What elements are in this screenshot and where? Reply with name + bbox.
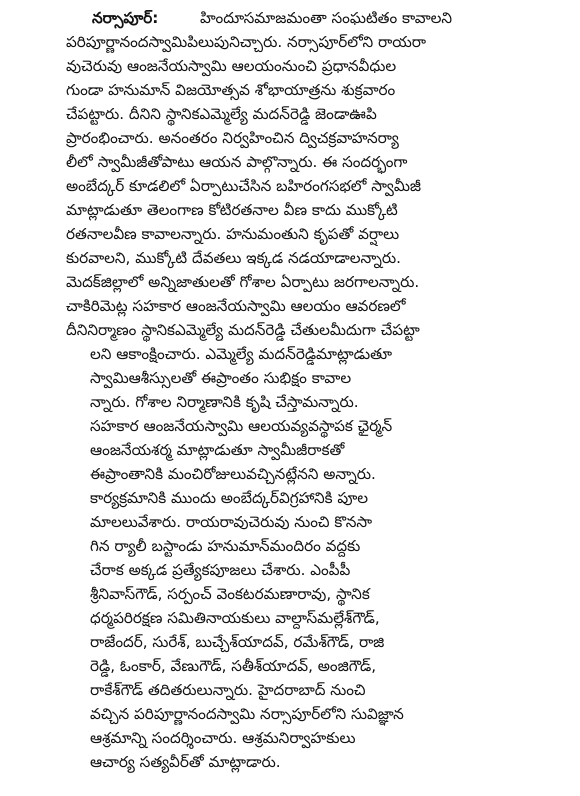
article-line: ఆచార్య సత్యవీర్‌తో మాట్లాడారు. [90,753,281,771]
article-line: మెదక్‌జిల్లాలో అన్నిజాతులతో గోశాల ఏర్పాటు జరగాలన్నారు. [66,273,420,291]
article-line: ఆంజనేయశర్మ మాట్లాడుతూ స్వామీజీరాకతో [90,441,345,459]
article-line: చాకిరిమెట్ల సహకార ఆంజనేయస్వామి ఆలయం ఆవరణలో [66,297,406,315]
article-line: చేరాక అక్కడ ప్రత్యేకపూజలు చేశారు. ఎంపీపీ [90,561,351,579]
article-line: కార్యక్రమానికి ముందు అంబేద్కర్‌విగ్రహానికి పూల [90,489,369,507]
article-line: గిన ర్యాలీ బస్టాండు హనుమాన్‌మందిరం వద్దకు [90,537,361,555]
article-line: శ్రీనివాస్‌గౌడ్, సర్పంచ్ వెంకటరమణారావు, స్థానిక [90,585,370,603]
article-line: ప్రారంభించారు. అనంతరం నిర్వహించిన ద్విచక్రవాహనర్యా [66,129,399,147]
article-line: దీనినిర్మాణం స్థానికఎమ్మెల్యే మదన్‌రెడ్డి చేతులమీదుగా చేపట్టా [66,321,420,339]
article-line: వుచెరువు ఆంజనేయస్వామి ఆలయంనుంచి ప్రధానవీధుల [66,57,397,75]
article-line: రాకేశ్‌గౌడ్ తదితరులున్నారు. హైదరాబాద్ నుంచి [90,681,366,699]
article-line: అంబేద్కర్ కూడలిలో ఏర్పాటుచేసిన బహిరంగసభలో స్వామీజీ [66,177,422,195]
article-line: మాలలువేశారు. రాయరావుచెరువు నుంచి కొనసా [90,513,373,531]
article-line: గుండా హనుమాన్ విజయోత్సవ శోభాయాత్రను శుక్రవారం [66,81,396,99]
article-line: హిందూసమాజమంతా సంఘటితం కావాలని [200,9,453,27]
article-line: ధర్మపరిరక్షణ సమితినాయకులు వాల్దాస్‌మల్లేశ్‌గౌడ్, [90,609,380,627]
article-line: చేపట్టారు. దీనిని స్థానికఎమ్మెల్యే మదన్‌రెడ్డి జెండాఊపి [66,105,377,123]
article-line: పరిపూర్ణానందస్వామిపిలుపునిచ్చారు. నర్సాపూర్‌లోని రాయరా [66,33,426,51]
article-line: ఈప్రాంతానికి మంచిరోజులువచ్చినట్లేనని అన్నారు. [90,465,376,483]
article-line: రెడ్డి, ఓంకార్, వేణుగౌడ్, సతీశ్‌యాదవ్, అంజిగౌడ్, [90,657,377,675]
dateline: నర్సాపూర్: [92,9,159,27]
article-line: స్వామిఆశీస్సులతో ఈప్రాంతం సుభిక్షం కావాల [90,369,352,387]
article-line: వచ్చిన పరిపూర్ణానందస్వామి నర్సాపూర్‌లోని సువిజ్ఞాన [90,705,404,723]
article-line: లీలో స్వామీజీతోపాటు ఆయన పాల్గొన్నారు. ఈ సందర్భంగా [66,153,408,171]
article-line: కురవాలని, ముక్కోటి దేవతలు ఇక్కడ నడయాడాలన్నారు. [66,249,401,267]
article-line: రతనాలవీణ కావాలన్నారు. హనుమంతుని కృపతో వర్షాలు [66,225,400,243]
article-line: లని ఆకాంక్షించారు. ఎమ్మెల్యే మదన్‌రెడ్డిమాట్లాడుతూ [90,345,393,363]
article-line: సహకార ఆంజనేయస్వామి ఆలయవ్యవస్థాపక ఛైర్మన్ [90,417,393,435]
article-line: ఆశ్రమాన్ని సందర్శించారు. ఆశ్రమనిర్వాహకులు [90,729,356,747]
article-line: రాజేందర్, సురేశ్, బుచ్చేశ్‌యాదవ్, రమేశ్‌గౌడ్, రాజి [90,633,385,651]
article-line: మాట్లాడుతూ తెలంగాణ కోటిరతనాల వీణ కాదు ముక్కోటి [66,201,398,219]
article-line: న్నారు. గోశాల నిర్మాణానికి కృషి చేస్తామన్నారు. [90,393,359,411]
